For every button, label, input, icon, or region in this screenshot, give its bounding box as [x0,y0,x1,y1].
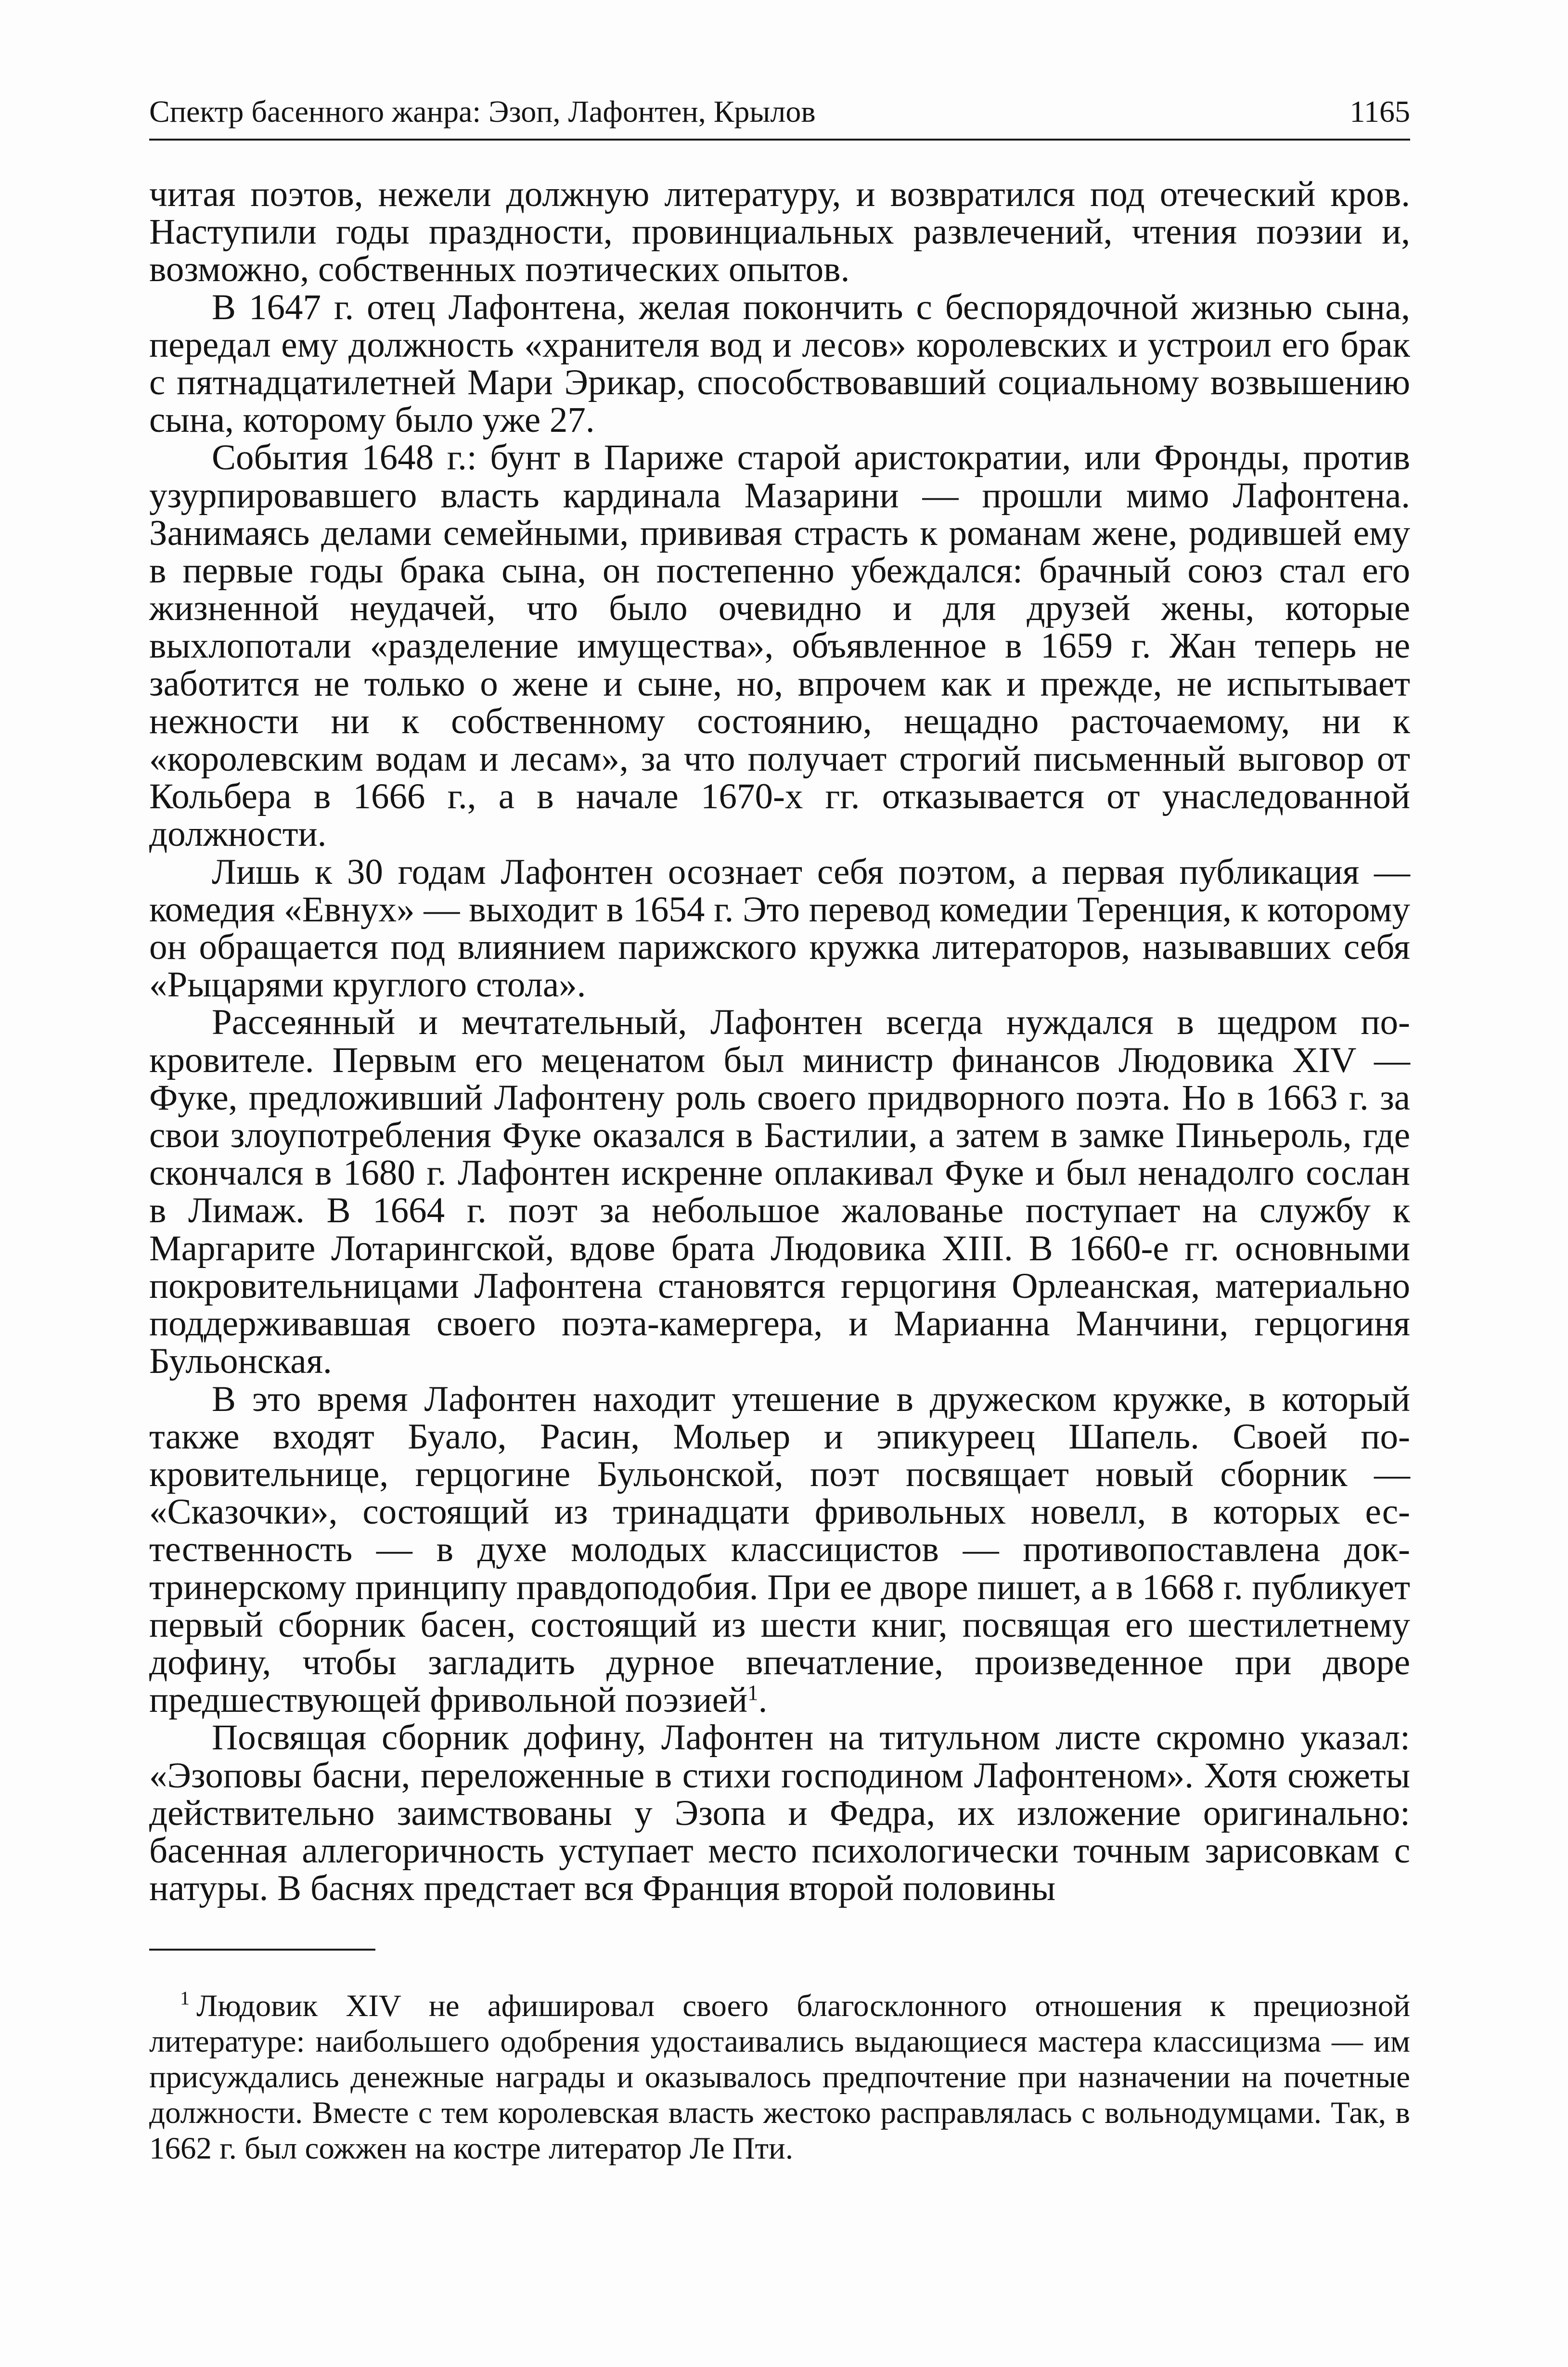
paragraph-4: Лишь к 30 годам Лафонтен осознает себя поэтом, а первая публикация — комедия «Евнух» — выходит в 1654 г. Это перевод комедии Теренция, к которому он обращается под влиянием парижского кружка литераторов, называвших себя «Рыцарями круглого стола». [149,852,1410,1005]
main-text [149,176,1410,1907]
footnote-area [149,1988,1410,2166]
paragraph-2: В 1647 г. отец Лафонтена, желая покончить с беспорядочной жизнью сына, передал ему должность «хранителя вод и лесов» королевских и устроил его брак с пятнадцатилетней Мари Эрикар, способствовавший социальному возвышению сына, которому было уже 27. [149,287,1410,440]
page-number: 1165 [1350,94,1410,129]
paragraph-6-text: В это время Лафонтен находит утешение в дружеском кружке, в который также входят Буало, Расин, Мольер и эпикуреец Шапель. Своей покровительнице, герцогине Бульонской, поэт посвящает новый сборник — «Сказочки», состоящий из тринадцати фривольных новелл, в которых естественность — в духе молодых классицистов — противопоставлена доктринерскому принципу правдоподобия. При ее дворе пишет, а в 1668 г. публикует первый сборник басен, состоящий из шести книг, посвящая его шестилетнему дофину, чтобы загладить дурное впечатление, произведенное при дворе предшествующей фривольной поэзией [149,1379,1410,1720]
footnote-text: Людовик XIV не афишировал своего благосклонного отношения к прециозной литературе: наибольшего одобрения удостаивались выдающиеся мастера классицизма — им присуждались денежные награды и оказывалось предпочтение при назначении на почетные должности. Вместе с тем королевская власть жестоко расправлялась с вольнодумцами. Так, в 1662 г. был сожжен на костре литератор Ле Пти. [149,1989,1410,2166]
footnote-divider [149,1949,375,1951]
paragraph-6-end: . [758,1680,768,1720]
paragraph-5: Рассеянный и мечтательный, Лафонтен всегда нуждался в щедром покровителе. Первым его меценатом был министр финансов Людовика XIV — Фуке, предложивший Лафонтену роль своего придворного поэта. Но в 1663 г. за свои злоупотребления Фуке оказался в Бастилии, а затем в замке Пиньероль, где скончался в 1680 г. Лафонтен искренне оплакивал Фуке и был ненадолго сослан в Лимаж. В 1664 г. поэт за небольшое жалованье поступает на службу к Маргарите Лотарингской, вдове брата Людовика XIII. В 1660-е гг. основными покровительницами Лафонтена становятся герцогиня Орлеанская, материально поддерживавшая своего поэта-камергера, и Марианна Манчини, герцогиня Бульонская. [149,1002,1410,1382]
paragraph-3: События 1648 г.: бунт в Париже старой аристократии, или Фронды, против узурпировавшего власть кардинала Мазарини — прошли мимо Лафонтена. Занимаясь делами семейными, прививая страсть к романам жене, родившей ему в первые годы брака сына, он постепенно убеждался: брачный союз стал его жизненной неудачей, что было очевидно и для друзей жены, которые выхлопотали «разделение имущества», объявленное в 1659 г. Жан теперь не заботится не только о жене и сыне, но, впрочем как и прежде, не испытывает нежности ни к собственному состоянию, нещадно расточаемому, ни к «королевским водам и лесам», за что получает строгий письменный выговор от Кольбера в 1666 г., а в начале 1670-х гг. отказывается от унаследованной должности. [149,438,1410,854]
running-head [149,86,1410,141]
running-title: Спектр басенного жанра: Эзоп, Лафонтен, Крылов [149,94,816,129]
footnote-reference[interactable]: 1 [747,1681,758,1705]
footnote-1 [149,1988,1410,2166]
paragraph-1: читая поэтов, нежели должную литературу, и возвратился под отеческий кров. Наступили годы праздности, провинциальных развлечений, чтения поэзии и, возможно, собственных поэтических опытов. [149,174,1410,290]
paragraph-7: Посвящая сборник дофину, Лафонтен на титульном листе скромно указал: «Эзоповы басни, переложенные в стихи господином Лафонтеном». Хотя сюжеты действительно заимствованы у Эзопа и Федра, их изложение оригинально: басенная аллегоричность уступает место психологически точным зарисовкам с натуры. В баснях предстает вся Франция второй половины [149,1718,1410,1909]
footnote-mark: 1 [180,1987,190,2009]
paragraph-6 [149,1381,1410,1720]
